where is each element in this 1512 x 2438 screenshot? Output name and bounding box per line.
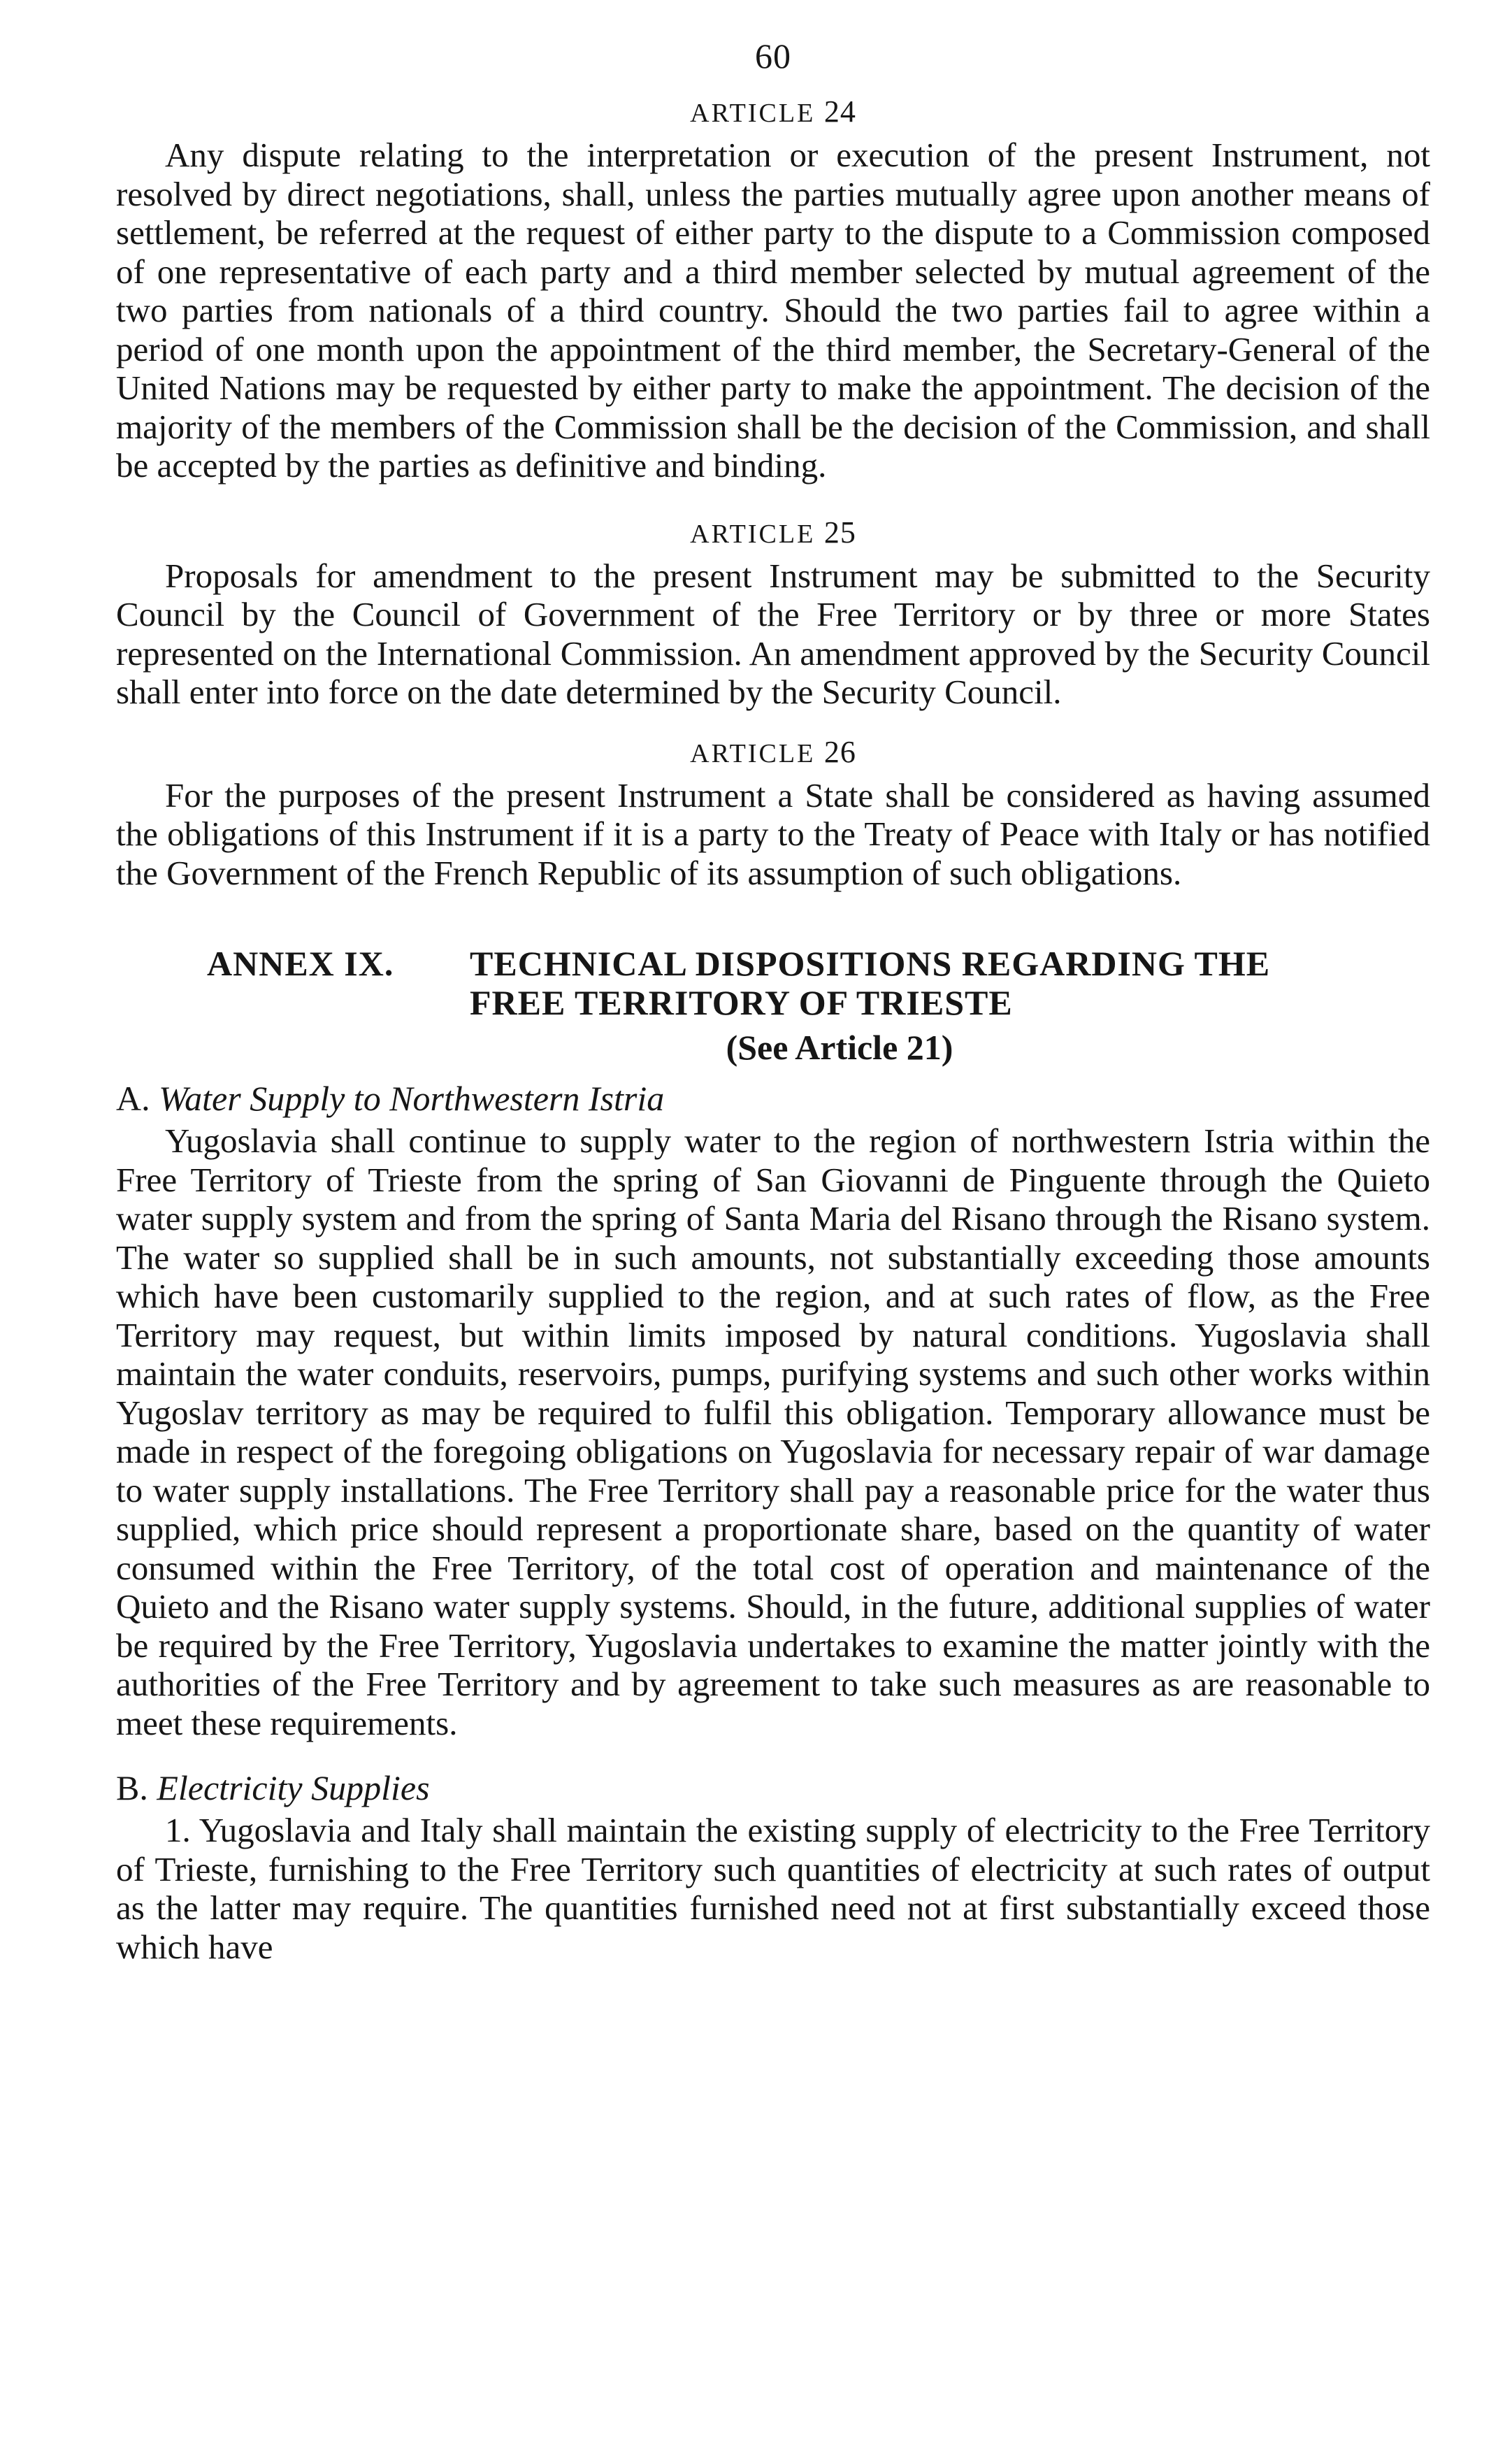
article-number: 25 xyxy=(823,515,856,550)
article-24-heading xyxy=(116,92,1430,133)
annex-heading xyxy=(116,944,1430,1067)
annex-title xyxy=(470,944,1430,1022)
section-b-heading xyxy=(116,1767,1430,1808)
section-title: Electricity Supplies xyxy=(157,1768,430,1807)
article-label: ARTICLE xyxy=(690,99,816,128)
article-25-heading xyxy=(116,513,1430,554)
page-number: 60 xyxy=(755,36,791,76)
annex-title-line-2: FREE TERRITORY OF TRIESTE xyxy=(470,983,1013,1022)
page-content xyxy=(116,28,1430,1966)
section-a-text: Yugoslavia shall continue to supply water to the region of northwestern Istria within the Free Territory of Trieste from the spring of San Giovanni de Pinguente through the Quieto water supply system and from the spring of Santa Maria del Risano through the Risano system. The water so supplied shall be in such amounts, not substantially exceeding those amounts which have been customarily supplied to the region, and at such rates of flow, as the Free Territory may request, but within limits imposed by natural conditions. Yugoslavia shall maintain the water conduits, reservoirs, pumps, purifying systems and such other works within Yugoslav territory as may be required to fulfil this obligation. Temporary allowance must be made in respect of the foregoing obligations on Yugoslavia for necessary repair of war damage to water supply installations. The Free Territory shall pay a reasonable price for the water thus supplied, which price should represent a proportionate share, based on the quantity of water consumed within the Free Territory, of the total cost of operation and maintenance of the Quieto and the Risano water supply systems. Should, in the future, additional supplies of water be required by the Free Territory, Yugoslavia undertakes to examine the matter jointly with the authorities of the Free Territory and by agreement to take such measures as are reasonable to meet these requirements. xyxy=(116,1121,1430,1742)
annex-title-line-1: TECHNICAL DISPOSITIONS REGARDING THE xyxy=(470,944,1271,983)
section-letter: B. xyxy=(116,1768,148,1807)
article-26-heading xyxy=(116,733,1430,773)
article-25-text: Proposals for amendment to the present Instrument may be submitted to the Security Council by the Council of Government of the Free Territory or by three or more States represented on the International Commission. An amendment approved by the Security Council shall enter into force on the date determined by the Security Council. xyxy=(116,556,1430,711)
article-number: 26 xyxy=(823,734,856,769)
annex-reference: (See Article 21) xyxy=(726,1028,953,1067)
section-letter: A. xyxy=(116,1079,150,1118)
section-b-text: 1. Yugoslavia and Italy shall maintain the existing supply of electricity to the Free Territory of Trieste, furnishing to the Free Territory such quantities of electricity at such rates of output as the latter may require. The quantities furnished need not at first substantially exceed those which have xyxy=(116,1811,1430,1966)
article-label: ARTICLE xyxy=(690,519,816,549)
article-label: ARTICLE xyxy=(690,738,816,768)
section-a-heading xyxy=(116,1078,1430,1119)
article-26-text: For the purposes of the present Instrument a State shall be considered as having assumed the obligations of this Instrument if it is a party to the Treaty of Peace with Italy or has notified the Government of the French Republic of its assumption of such obligations. xyxy=(116,775,1430,892)
article-number: 24 xyxy=(823,94,856,129)
annex-label: ANNEX IX. xyxy=(207,944,394,983)
article-24-text: Any dispute relating to the interpretation or execution of the present Instrument, not resolved by direct negotiations, shall, unless the parties mutually agree upon another means of settlement, be referred at the request of either party to the dispute to a Commission composed of one representative of each party and a third member selected by mutual agreement of the two parties from nationals of a third country. Should the two parties fail to agree within a period of one month upon the appointment of the third member, the Secretary-General of the United Nations may be requested by either party to make the appointment. The decision of the majority of the members of the Commission shall be the decision of the Commission, and shall be accepted by the parties as definitive and binding. xyxy=(116,136,1430,485)
section-title: Water Supply to Northwestern Istria xyxy=(159,1079,665,1118)
